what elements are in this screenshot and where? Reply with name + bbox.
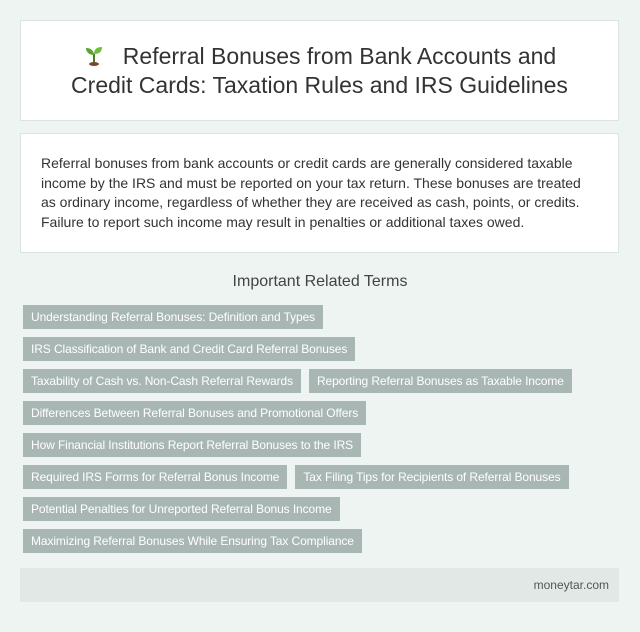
term-tag[interactable]: Potential Penalties for Unreported Referral Bonus Income [23,497,340,521]
term-tag[interactable]: Reporting Referral Bonuses as Taxable Income [309,369,572,393]
title-card [20,20,619,121]
term-tag[interactable]: How Financial Institutions Report Referral Bonuses to the IRS [23,433,361,457]
terms-row [23,369,603,393]
footer [20,568,619,602]
term-tag[interactable]: Taxability of Cash vs. Non-Cash Referral Rewards [23,369,301,393]
terms-row [23,337,603,361]
title-text: Referral Bonuses from Bank Accounts and Credit Cards: Taxation Rules and IRS Guidelines [71,42,568,98]
terms-row [23,497,603,521]
term-tag[interactable]: IRS Classification of Bank and Credit Card Referral Bonuses [23,337,355,361]
term-tag[interactable]: Maximizing Referral Bonuses While Ensuring Tax Compliance [23,529,362,553]
term-tag[interactable]: Tax Filing Tips for Recipients of Referral Bonuses [295,465,568,489]
term-tag[interactable]: Understanding Referral Bonuses: Definition and Types [23,305,323,329]
terms-row [23,433,603,457]
term-tag[interactable]: Differences Between Referral Bonuses and Promotional Offers [23,401,366,425]
related-terms-heading: Important Related Terms [232,273,408,290]
terms-row [23,401,603,425]
terms-row [23,529,603,553]
page-title [21,42,618,100]
summary-card [20,133,619,253]
site-link[interactable]: moneytar.com [533,578,609,592]
term-tag[interactable]: Required IRS Forms for Referral Bonus Income [23,465,287,489]
terms-row [23,305,603,329]
summary-text: Referral bonuses from bank accounts or credit cards are generally considered taxable income by the IRS and must be reported on your tax return. These bonuses are treated as ordinary income, regardless of whether they are received as cash, points, or credits. Failure to report such income may result in penalties or additional taxes owed. [41,155,581,230]
seedling-icon [83,44,105,66]
terms-row [23,465,603,489]
related-terms-list [23,305,603,561]
